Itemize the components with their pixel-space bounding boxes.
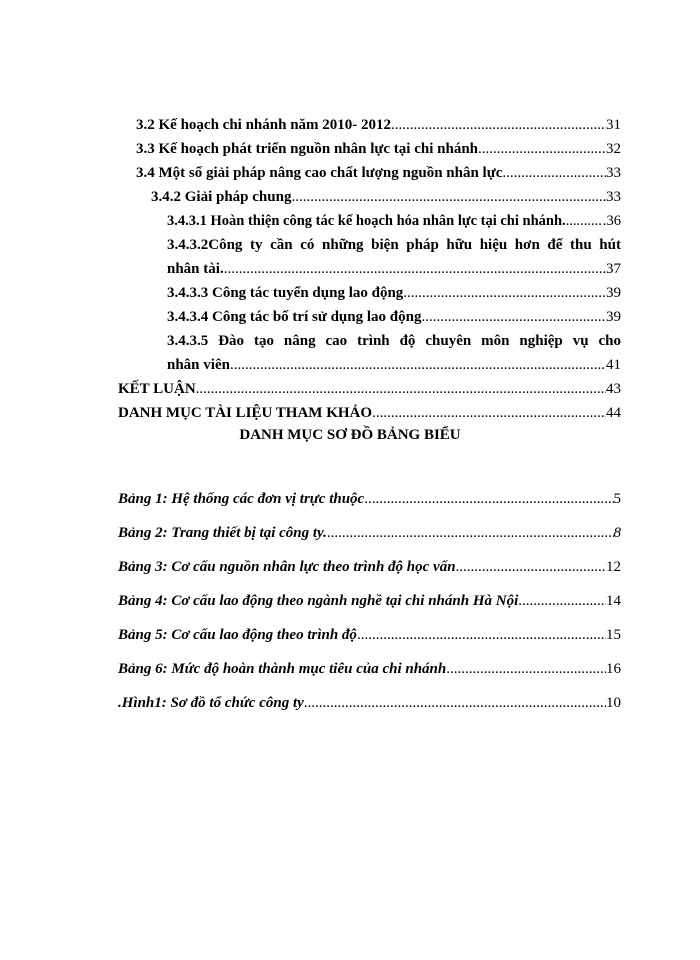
toc-entry [118, 403, 621, 423]
dot-leader [518, 591, 606, 611]
table-entry-page: 8 [613, 525, 621, 541]
toc-entry [151, 187, 621, 207]
table-entry-title: Bảng 1: Hệ thống các đơn vị trực thuộc [118, 491, 365, 507]
dot-leader [304, 693, 606, 713]
table-entry-page: 12 [606, 559, 621, 575]
toc-entry-page: 44 [606, 405, 621, 421]
toc-entry-page: 39 [606, 285, 621, 301]
dot-leader [230, 355, 606, 375]
toc-entry [136, 163, 621, 183]
toc-entry [167, 283, 621, 303]
table-entry-title: Bảng 6: Mức độ hoàn thành mục tiêu của chi nhánh [118, 661, 447, 677]
dot-leader [446, 659, 606, 679]
dot-leader [357, 625, 606, 645]
dot-leader [224, 259, 606, 279]
dot-leader [196, 379, 606, 399]
toc-entry [167, 211, 621, 231]
toc-entry-title: 3.3 Kế hoạch phát triển nguồn nhân lực tại chi nhánh [136, 141, 478, 157]
dot-leader [421, 307, 606, 327]
toc-entry-page: 43 [606, 381, 621, 397]
dot-leader [403, 283, 606, 303]
dot-leader [391, 115, 606, 135]
toc-entry-title-line2: nhân tài. [167, 261, 224, 277]
table-entry-page: 5 [613, 491, 621, 507]
table-entry-page: 16 [606, 661, 621, 677]
table-list-entry [118, 557, 621, 577]
table-list-entry [118, 659, 621, 679]
toc-entry [136, 115, 621, 135]
figure-list-entry [118, 693, 621, 713]
toc-entry-title-line1: 3.4.3.2Công ty cần có những biện pháp hữu hiệu hơn để thu hút [167, 237, 621, 253]
toc-entry-page: 32 [606, 141, 621, 157]
table-list-entry [118, 625, 621, 645]
toc-entry [167, 355, 621, 375]
table-entry-page: 15 [606, 627, 621, 643]
dot-leader [364, 489, 613, 509]
toc-entry [118, 379, 621, 399]
toc-entry-page: 33 [606, 189, 621, 205]
dot-leader [372, 403, 606, 423]
toc-entry [167, 259, 621, 279]
figure-entry-title: .Hình1: Sơ đồ tổ chức công ty [118, 695, 304, 711]
toc-entry-title: 3.4.3.1 Hoàn thiện công tác kế hoạch hóa nhân lực tại chi nhánh. [167, 213, 566, 229]
toc-entry-page: 39 [606, 309, 621, 325]
toc-entry-title: 3.4.3.3 Công tác tuyển dụng lao động [167, 285, 404, 301]
dot-leader [566, 211, 603, 231]
toc-entry-title: 3.4.3.4 Công tác bố trí sử dụng lao động [167, 309, 422, 325]
toc-entry [167, 307, 621, 327]
toc-entry-page: 31 [606, 117, 621, 133]
toc-entry-page: 41 [606, 357, 621, 373]
toc-entry-page: 37 [606, 261, 621, 277]
dot-leader [327, 523, 614, 543]
table-list-entry [118, 591, 621, 611]
dot-leader [291, 187, 606, 207]
toc-entry [136, 139, 621, 159]
toc-entry-title: KẾT LUẬN [118, 381, 196, 397]
table-entry-title: Bảng 4: Cơ cấu lao động theo ngành nghề tại chi nhánh Hà Nội [118, 593, 519, 609]
toc-entry-page: .36 [602, 213, 621, 229]
table-list-entry [118, 523, 621, 543]
table-entry-title: Bảng 5: Cơ cấu lao động theo trình độ [118, 627, 357, 643]
table-entry-title: Bảng 3: Cơ cấu nguồn nhân lực theo trình độ học vấn [118, 559, 456, 575]
toc-entry-title-line1: 3.4.3.5 Đào tạo nâng cao trình độ chuyên môn nghiệp vụ cho [167, 333, 621, 349]
toc-entry-page: 33 [606, 165, 621, 181]
toc-entry-title-line2: nhân viên [167, 357, 230, 373]
figure-entry-page: 10 [606, 695, 621, 711]
dot-leader [478, 139, 606, 159]
toc-entry-title: DANH MỤC TÀI LIỆU THAM KHẢO [118, 405, 373, 421]
toc-entry-title: 3.4.2 Giải pháp chung [151, 189, 292, 205]
table-entry-page: 14 [606, 593, 621, 609]
toc-entry-title: 3.4 Một số giải pháp nâng cao chất lượng nguồn nhân lực [136, 165, 503, 181]
table-entry-title: Bảng 2: Trang thiết bị tại công ty. [118, 525, 327, 541]
dot-leader [502, 163, 606, 183]
dot-leader [456, 557, 606, 577]
toc-entry-title: 3.2 Kế hoạch chi nhánh năm 2010- 2012 [136, 117, 392, 133]
table-list-entry [118, 489, 621, 509]
list-heading: DANH MỤC SƠ ĐỒ BẢNG BIỂU [239, 427, 461, 443]
